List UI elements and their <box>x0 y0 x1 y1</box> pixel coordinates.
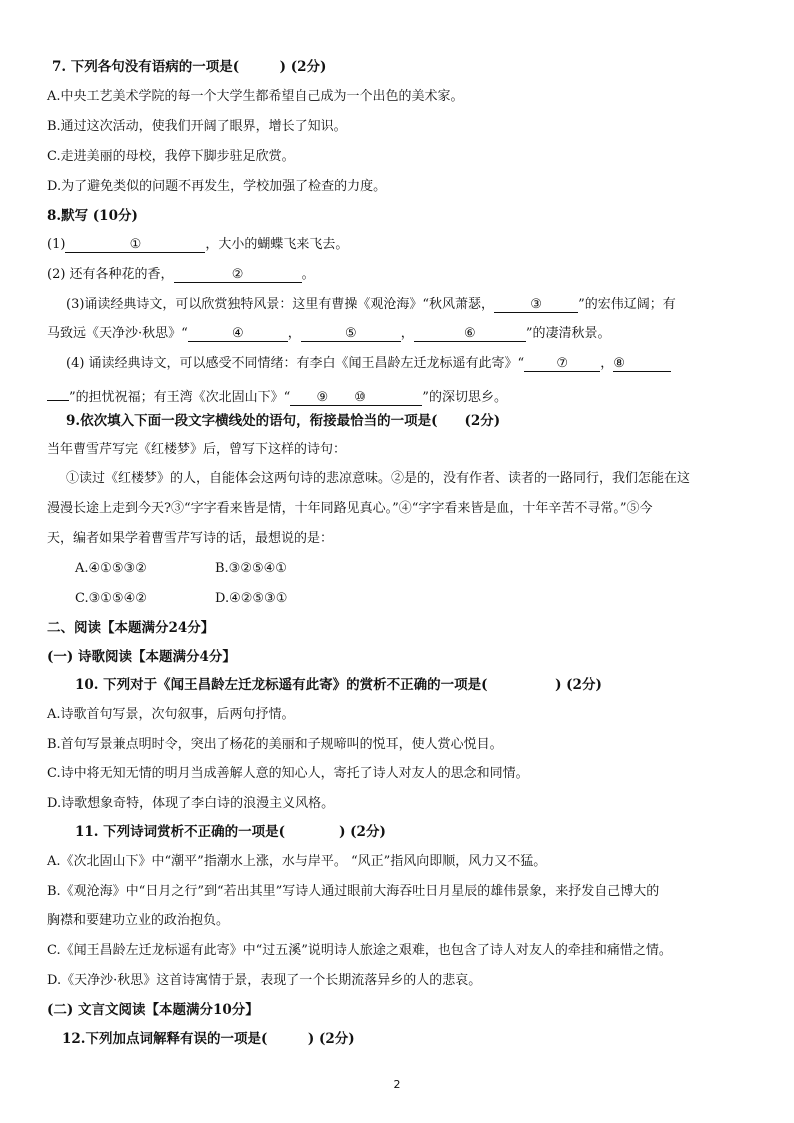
q8-l6-post: ”的深切思乡。 <box>422 390 507 405</box>
q8-line-5 <box>66 355 671 373</box>
question-12-stem: 12.下列加点词解释有误的一项是( ) (2分) <box>62 1031 355 1047</box>
q10-option-d: D.诗歌想象奇特，体现了李白诗的浪漫主义风格。 <box>47 796 335 811</box>
blank-8[interactable]: ⑧ <box>613 355 671 372</box>
q10-option-c: C.诗中将无知无情的明月当成善解人意的知心人，寄托了诗人对友人的思念和同情。 <box>47 766 529 781</box>
q7-option-a: A.中央工艺美术学院的每一个大学生都希望自己成为一个出色的美术家。 <box>47 89 464 104</box>
blank-2[interactable]: ② <box>174 266 302 283</box>
blank-9[interactable]: ⑨ <box>290 389 354 406</box>
q8-l5-pre: (4) 诵读经典诗文，可以感受不同情绪：有李白《闻王昌龄左迁龙标遥有此寄》“ <box>66 356 525 371</box>
q9-option-a: A.④①⑤③② <box>75 561 147 576</box>
q8-l3-pre: (3)诵读经典诗文，可以欣赏独特风景：这里有曹操《观沧海》“秋风萧瑟， <box>66 297 495 312</box>
blank-1[interactable]: ① <box>65 236 205 253</box>
blank-10[interactable]: ⑩ <box>354 389 422 406</box>
blank-5[interactable]: ⑤ <box>301 325 401 342</box>
q8-line-4 <box>47 325 610 343</box>
q8-l1-post: ，大小的蝴蝶飞来飞去。 <box>205 237 349 252</box>
page-number: 2 <box>393 1078 401 1091</box>
q8-line-1 <box>47 236 348 254</box>
q9-paragraph-line-1: ①读过《红楼梦》的人，自能体会这两句诗的悲凉意味。②是的，没有作者、读者的一路同行，我们怎能在这 <box>66 471 691 486</box>
question-9-stem: 9.依次填入下面一段文字横线处的语句，衔接最恰当的一项是( (2分) <box>66 413 501 429</box>
q11-option-d: D.《天净沙·秋思》这首诗寓情于景，表现了一个长期流落异乡的人的悲哀。 <box>47 973 482 988</box>
q11-option-b-line-2: 胸襟和要建功立业的政治抱负。 <box>47 913 230 928</box>
q9-option-b: B.③②⑤④① <box>215 561 287 576</box>
q11-option-c: C.《闻王昌龄左迁龙标遥有此寄》中“过五溪”说明诗人旅途之艰难，也包含了诗人对友人的牵挂和痛惜之情。 <box>47 943 672 958</box>
q10-option-a: A.诗歌首句写景，次句叙事，后两句抒情。 <box>47 707 295 722</box>
blank-7[interactable]: ⑦ <box>524 355 600 372</box>
q7-option-d: D.为了避免类似的问题不再发生，学校加强了检查的力度。 <box>47 179 387 194</box>
q8-line-3 <box>66 296 676 314</box>
q8-l4-pre: 马致远《天净沙·秋思》“ <box>47 326 188 341</box>
q8-l4-post: ”的凄清秋景。 <box>525 326 611 341</box>
q8-l6-pre: ”的担忧祝福；有王湾《次北固山下》“ <box>69 390 291 405</box>
question-11-stem: 11. 下列诗词赏析不正确的一项是( ) (2分) <box>75 824 386 840</box>
q11-option-b-line-1: B.《观沧海》中“日月之行”到“若出其里”写诗人通过眼前大海吞吐日月星辰的雄伟景象，来抒发自己博大的 <box>47 884 660 899</box>
q8-sep-5: ， <box>400 326 414 341</box>
q8-line-6 <box>47 384 507 407</box>
question-8-stem: 8.默写 (10分) <box>47 208 138 224</box>
q9-paragraph-line-3: 天，编者如果学着曹雪芹写诗的话，最想说的是： <box>47 531 334 546</box>
blank-8-continued[interactable] <box>47 384 69 401</box>
question-7-stem: 7. 下列各句没有语病的一项是( ) (2分) <box>52 59 327 75</box>
q8-l1-pre: (1) <box>47 237 66 252</box>
q8-l3-post: ”的宏伟辽阔；有 <box>578 297 676 312</box>
q9-option-d: D.④②⑤③① <box>215 591 288 606</box>
q7-option-c: C.走进美丽的母校，我停下脚步驻足欣赏。 <box>47 149 295 164</box>
q8-l2-pre: (2) 还有各种花的香， <box>47 267 174 282</box>
q9-option-c: C.③①⑤④② <box>75 591 147 606</box>
q8-l2-post: 。 <box>301 267 315 282</box>
q9-intro: 当年曹雪芹写完《红楼梦》后，曾写下这样的诗句： <box>47 442 347 457</box>
section-2-title: 二、阅读【本题满分24分】 <box>47 620 215 636</box>
blank-3[interactable]: ③ <box>494 296 578 313</box>
q11-option-a: A.《次北固山下》中“潮平”指潮水上涨，水与岸平。 “风正”指风向即顺，风力又不猛。 <box>47 854 547 869</box>
q10-option-b: B.首句写景兼点明时令，突出了杨花的美丽和子规啼叫的悦耳，使人赏心悦目。 <box>47 737 503 752</box>
question-10-stem: 10. 下列对于《闻王昌龄左迁龙标遥有此寄》的赏析不正确的一项是( ) (2分) <box>75 677 602 693</box>
q7-option-b: B.通过这次活动，使我们开阔了眼界，增长了知识。 <box>47 119 347 134</box>
section-2-part-2-title: (二) 文言文阅读【本题满分10分】 <box>47 1002 259 1018</box>
blank-4[interactable]: ④ <box>188 325 288 342</box>
q8-sep-7: ， <box>600 356 614 371</box>
section-2-part-1-title: (一) 诗歌阅读【本题满分4分】 <box>47 649 236 665</box>
q8-sep-4: ， <box>287 326 301 341</box>
q9-paragraph-line-2: 漫漫长途上走到今天?③“字字看来皆是情，十年同路见真心。”④“字字看来皆是血，十年辛苦不寻常。”⑤今 <box>47 501 653 516</box>
q8-line-2 <box>47 266 315 284</box>
blank-6[interactable]: ⑥ <box>414 325 526 342</box>
